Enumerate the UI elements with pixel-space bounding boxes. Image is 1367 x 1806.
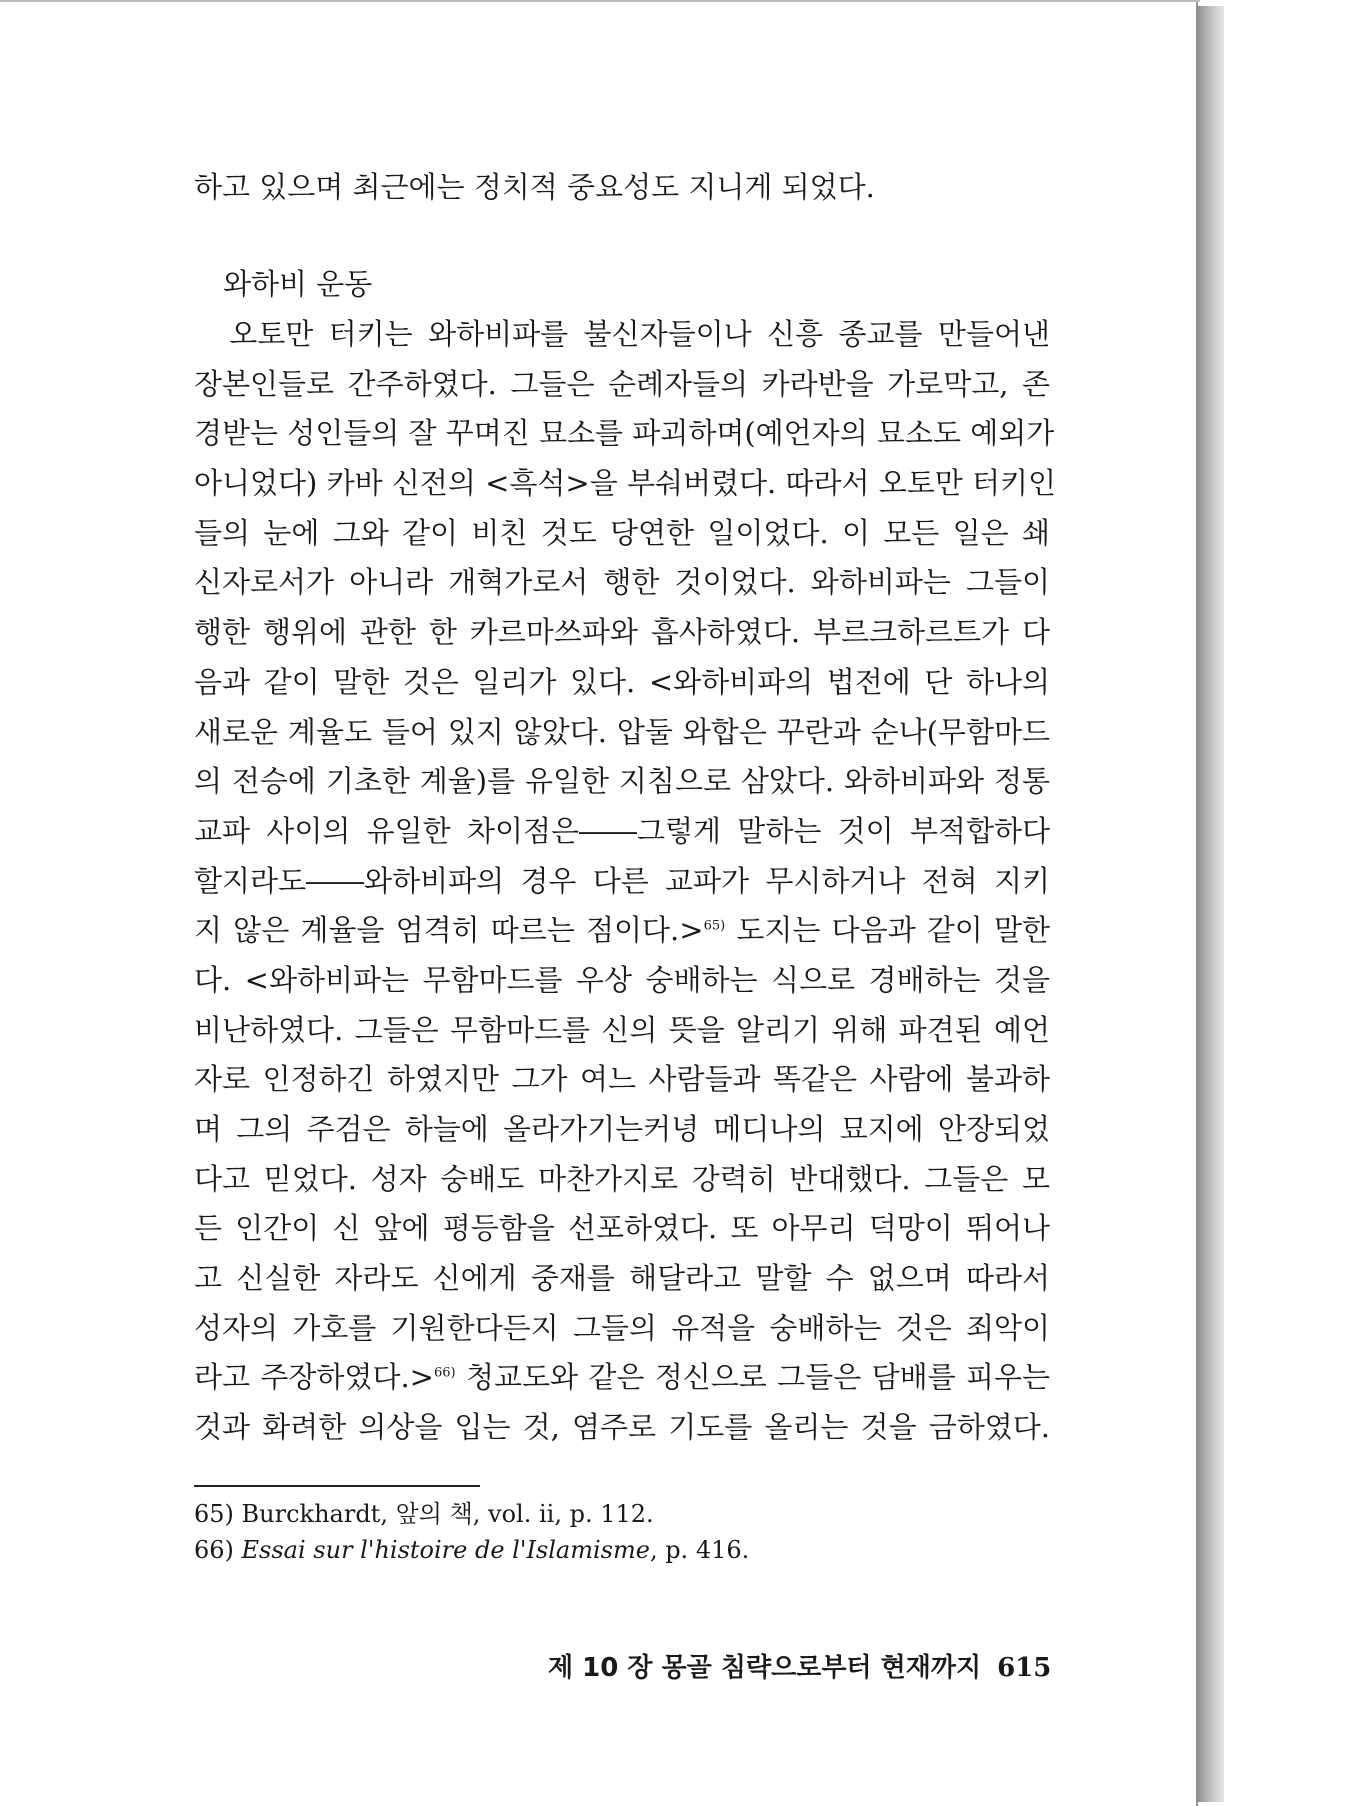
body-line: 다고 믿었다. 성자 숭배도 마찬가지로 강력히 반대했다. 그들은 모 xyxy=(194,1161,1050,1196)
body-line-with-note xyxy=(194,906,1050,956)
body-line: 새로운 계율도 들어 있지 않았다. 압둘 와합은 꾸란과 순나(무함마드 xyxy=(194,714,1050,749)
body-line: 들의 눈에 그와 같이 비친 것도 당연한 일이었다. 이 모든 일은 쇄 xyxy=(194,515,1050,550)
footnote-66 xyxy=(194,1532,749,1568)
body-line: 행한 행위에 관한 한 카르마쓰파와 흡사하였다. 부르크하르트가 다 xyxy=(194,615,1050,650)
chapter-title: 제 10 장 몽골 침략으로부터 현재까지 xyxy=(548,1653,982,1683)
page-edge xyxy=(0,0,1200,2)
body-line: 것과 화려한 의상을 입는 것, 염주로 기도를 올리는 것을 금하였다. xyxy=(194,1410,1050,1445)
body-line: 오토만 터키는 와하비파를 불신자들이나 신흥 종교를 만들어낸 xyxy=(194,317,1050,351)
running-footer xyxy=(548,1648,1052,1688)
body-line: 성자의 가호를 기원한다든지 그들의 유적을 숭배하는 것은 죄악이 xyxy=(194,1310,1050,1345)
footnote-title: Essai sur l'histoire de l'Islamisme xyxy=(241,1536,650,1564)
body-line: 신자로서가 아니라 개혁가로서 행한 것이었다. 와하비파는 그들이 xyxy=(194,565,1050,600)
continuation-line: 하고 있으며 최근에는 정치적 중요성도 지니게 되었다. xyxy=(194,170,875,204)
note-ref-65: 65) xyxy=(703,918,726,934)
body-line: 아니었다) 카바 신전의 <흑석>을 부숴버렸다. 따라서 오토만 터키인 xyxy=(194,466,1057,501)
body-line: 경받는 성인들의 잘 꾸며진 묘소를 파괴하며(예언자의 묘소도 예외가 xyxy=(194,416,1055,451)
body-line: 든 인간이 신 앞에 평등함을 선포하였다. 또 아무리 덕망이 뛰어나 xyxy=(194,1211,1050,1246)
body-line-text: 지 않은 계율을 엄격히 따르는 점이다.> xyxy=(194,913,704,948)
footnote-rule xyxy=(194,1485,480,1487)
footnote-number: 66) xyxy=(194,1536,242,1564)
body-line: 고 신실한 자라도 신에게 중재를 해달라고 말할 수 없으며 따라서 xyxy=(194,1261,1050,1296)
body-line: 다. <와하비파는 무함마드를 우상 숭배하는 식으로 경배하는 것을 xyxy=(194,962,1050,997)
body-line: 교파 사이의 유일한 차이점은――그렇게 말하는 것이 부적합하다 xyxy=(194,813,1050,848)
body-line: 자로 인정하긴 하였지만 그가 여느 사람들과 똑같은 사람에 불과하 xyxy=(194,1062,1050,1097)
body-line: 장본인들로 간주하였다. 그들은 순례자들의 카라반을 가로막고, 존 xyxy=(194,366,1050,401)
section-heading: 와하비 운동 xyxy=(223,267,373,301)
body-line: 며 그의 주검은 하늘에 올라가기는커녕 메디나의 묘지에 안장되었 xyxy=(194,1112,1050,1146)
footnote-rest: , p. 416. xyxy=(649,1536,750,1564)
body-line-text: 청교도와 같은 정신으로 그들은 담배를 피우는 xyxy=(455,1360,1051,1395)
note-ref-66: 66) xyxy=(433,1365,456,1381)
page-number: 615 xyxy=(997,1653,1052,1683)
body-line: 할지라도――와하비파의 경우 다른 교파가 무시하거나 전혀 지키 xyxy=(194,863,1050,898)
body-line-text: 도지는 다음과 같이 말한 xyxy=(725,913,1050,948)
body-line: 의 전승에 기초한 계율)를 유일한 지침으로 삼았다. 와하비파와 정통 xyxy=(194,764,1050,799)
body-text xyxy=(194,310,1057,1453)
footnotes xyxy=(194,1496,749,1568)
body-line-with-note xyxy=(194,1353,1050,1403)
body-line: 비난하였다. 그들은 무함마드를 신의 뜻을 알리기 위해 파견된 예언 xyxy=(194,1012,1050,1047)
page-stack-edge xyxy=(1196,6,1224,1802)
body-line: 음과 같이 말한 것은 일리가 있다. <와하비파의 법전에 단 하나의 xyxy=(194,664,1050,699)
body-line-text: 라고 주장하였다.> xyxy=(194,1360,434,1395)
footnote-65: 65) Burckhardt, 앞의 책, vol. ii, p. 112. xyxy=(194,1500,654,1528)
